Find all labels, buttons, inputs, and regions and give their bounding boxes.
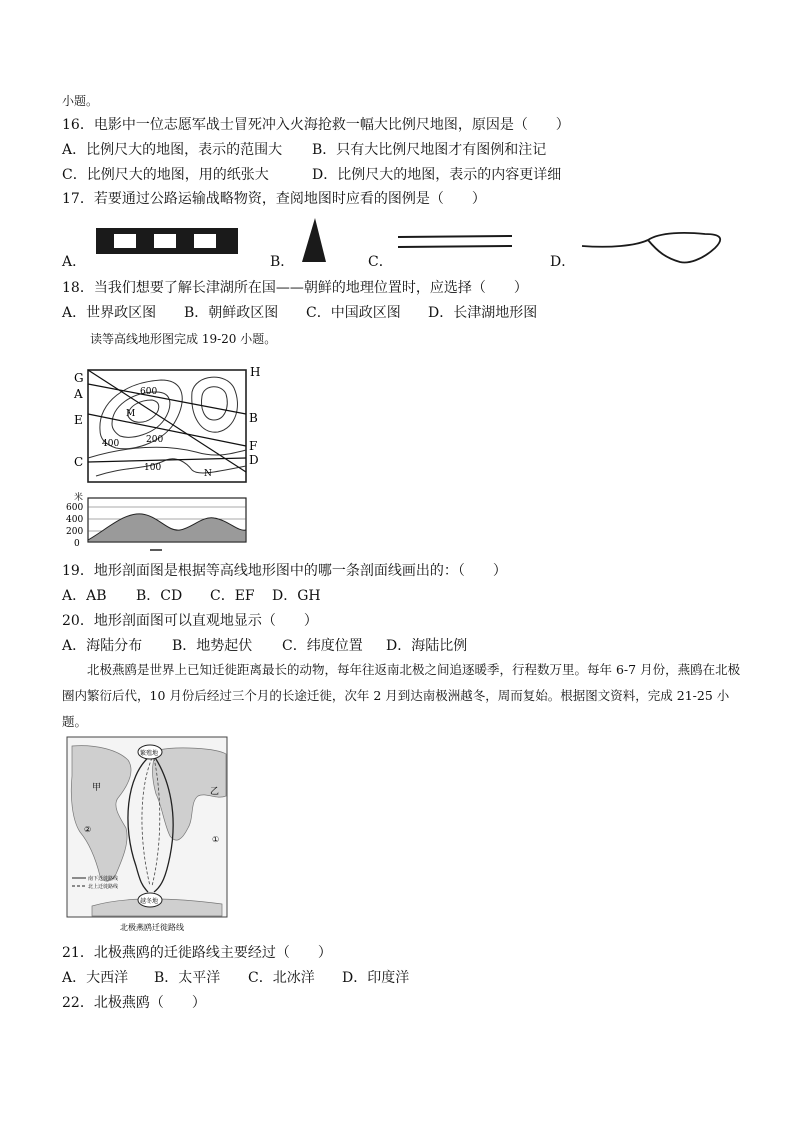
point-label-e: E	[74, 413, 83, 427]
contour-label-200: 200	[146, 435, 164, 445]
q20-option-d[interactable]: D．海陆比例	[386, 638, 468, 654]
map-label-2: ②	[84, 825, 92, 834]
q17-option-a[interactable]: A．	[62, 254, 87, 270]
q19-option-c[interactable]: C．EF	[210, 588, 255, 604]
q16-option-a[interactable]: A．比例尺大的地图，表示的范围大	[62, 142, 283, 158]
q18-option-d[interactable]: D．长津湖地形图	[428, 305, 538, 321]
q21-option-b[interactable]: B．太平洋	[154, 970, 221, 986]
profile-tick-0: 0	[74, 539, 80, 549]
q19-option-d[interactable]: D．GH	[272, 588, 321, 604]
contour-map-figure	[66, 362, 266, 554]
point-label-d: D	[249, 453, 259, 467]
migration-map-caption: 北极燕鸥迁徙路线	[120, 923, 184, 932]
q18-stem: 18．当我们想要了解长津湖所在国——朝鲜的地理位置时，应选择（ ）	[62, 280, 528, 296]
contour-intro: 读等高线地形图完成 19-20 小题。	[90, 332, 277, 346]
q19-stem: 19．地形剖面图是根据等高线地形图中的哪一条剖面线画出的：（ ）	[62, 563, 507, 579]
q17-stem: 17．若要通过公路运输战略物资，查阅地图时应看的图例是（ ）	[62, 191, 486, 207]
contour-label-400: 400	[102, 439, 120, 449]
profile-unit: 米	[74, 493, 84, 503]
contour-label-600: 600	[140, 387, 158, 397]
migration-map-figure	[66, 736, 230, 934]
lake-outline-icon	[580, 224, 730, 270]
map-label-yi: 乙	[210, 787, 220, 797]
q19-option-b[interactable]: B．CD	[136, 588, 183, 604]
map-label-jia: 甲	[92, 783, 102, 793]
q21-option-c[interactable]: C．北冰洋	[248, 970, 315, 986]
q16-stem: 16．电影中一位志愿军战士冒死冲入火海抢救一幅大比例尺地图，原因是（ ）	[62, 117, 570, 133]
point-label-f: F	[249, 439, 258, 453]
q18-option-c[interactable]: C．中国政区图	[306, 305, 401, 321]
q19-option-a[interactable]: A．AB	[62, 588, 107, 604]
railway-symbol-icon	[96, 226, 238, 256]
profile-tick-400: 400	[66, 515, 84, 525]
map-label-1: ①	[212, 835, 220, 844]
q16-option-c[interactable]: C．比例尺大的地图，用的纸张大	[62, 167, 269, 183]
q21-option-d[interactable]: D．印度洋	[342, 970, 410, 986]
q20-stem: 20．地形剖面图可以直观地显示（ ）	[62, 613, 318, 629]
previous-question-fragment: 小题。	[62, 94, 99, 108]
q18-option-a[interactable]: A．世界政区图	[62, 305, 157, 321]
point-label-h: H	[250, 365, 261, 379]
q17-option-b[interactable]: B．	[270, 254, 295, 270]
q20-option-c[interactable]: C．纬度位置	[282, 638, 363, 654]
legend-northbound: 北上迁徙路线	[88, 884, 119, 890]
point-label-m: M	[126, 409, 136, 419]
point-label-g: G	[74, 371, 84, 385]
point-label-a: A	[74, 387, 83, 401]
breeding-ground-label: 繁殖地	[140, 750, 159, 757]
q18-option-b[interactable]: B．朝鲜政区图	[184, 305, 279, 321]
profile-tick-200: 200	[66, 527, 84, 537]
contour-label-100: 100	[144, 463, 162, 473]
legend-southbound: 南下迁徙路线	[88, 876, 119, 882]
point-label-n: N	[204, 469, 212, 479]
wintering-ground-label: 越冬地	[140, 898, 159, 905]
q20-option-a[interactable]: A．海陆分布	[62, 638, 143, 654]
q20-option-b[interactable]: B．地势起伏	[172, 638, 253, 654]
profile-tick-600: 600	[66, 503, 84, 513]
q16-option-b[interactable]: B．只有大比例尺地图才有图例和注记	[312, 142, 547, 158]
point-label-c: C	[74, 455, 84, 469]
q16-option-d[interactable]: D．比例尺大的地图，表示的内容更详细	[312, 167, 562, 183]
q21-option-a[interactable]: A．大西洋	[62, 970, 129, 986]
arctic-tern-passage: 北极燕鸥是世界上已知迁徙距离最长的动物，每年往返南北极之间追逐暖季，行程数万里。每年 6-7 月份，燕鸥在北极圈内繁衍后代，10 月份后经过三个月的长途迁徙，次年 2 月到达南极洲越冬，周而复始。根据图文资料，完成 21-25 小题。	[62, 662, 741, 729]
q17-option-d[interactable]: D．	[550, 254, 576, 270]
highway-double-line-icon	[396, 232, 516, 252]
q22-stem: 22．北极燕鸥（ ）	[62, 995, 206, 1011]
mountain-peak-icon	[298, 216, 328, 264]
q17-option-c[interactable]: C．	[368, 254, 393, 270]
q21-stem: 21．北极燕鸥的迁徙路线主要经过（ ）	[62, 945, 332, 961]
point-label-b: B	[249, 411, 258, 425]
